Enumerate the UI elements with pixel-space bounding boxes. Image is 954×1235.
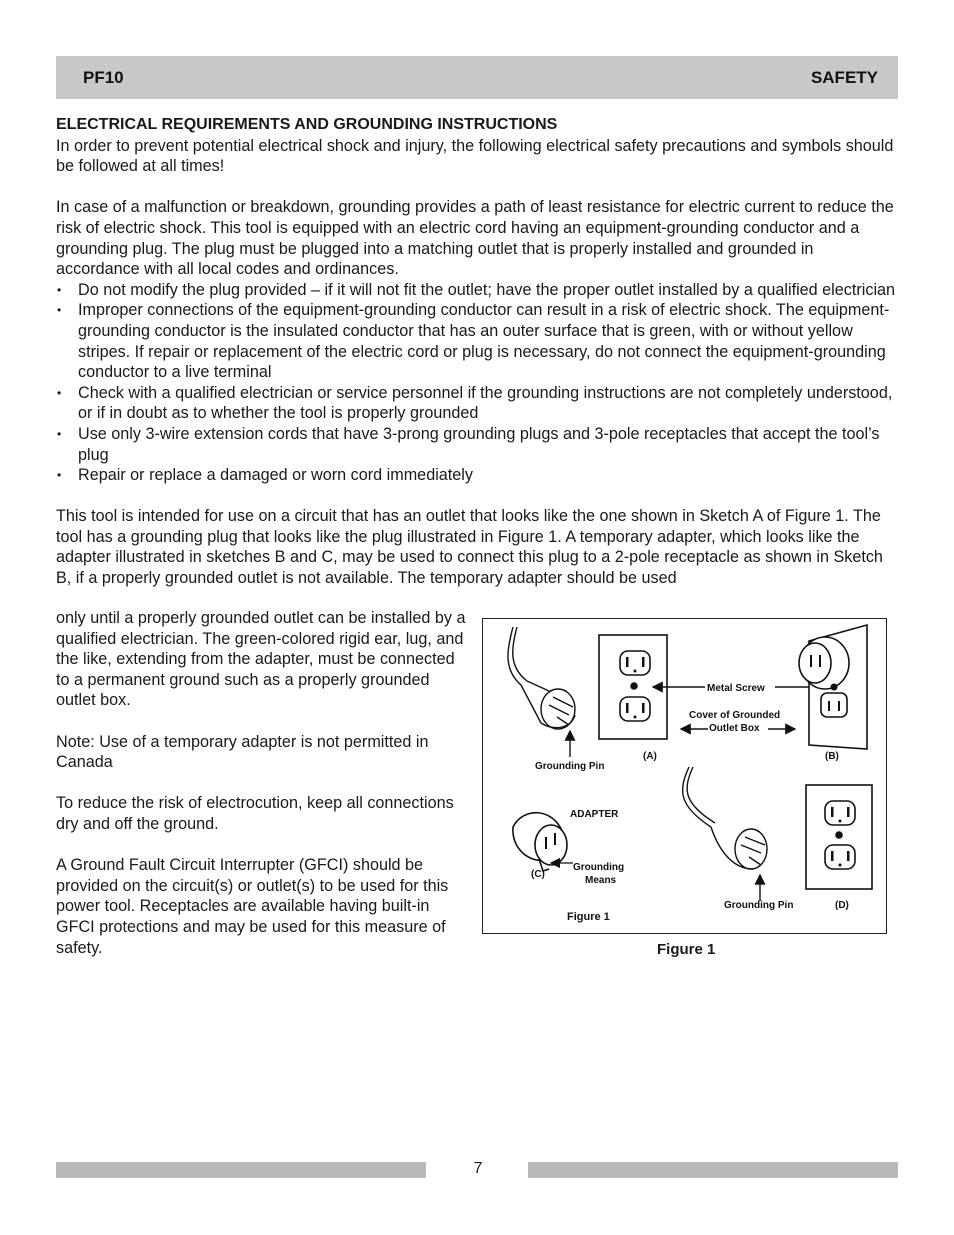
adapter-sketch-c xyxy=(513,813,567,871)
sketch-label-b: (B) xyxy=(825,751,839,762)
spacer xyxy=(56,486,898,507)
grounding-paragraph: In case of a malfunction or breakdown, grounding provides a path of least resistance for electric current to reduce the risk of electric shock. This tool is equipped with an electric cord having an equipment-grounding conductor and a grounding plug. The plug must be plugged into a matching outlet that is properly installed and grounded in accordance with all local codes and ordinances. xyxy=(56,198,894,279)
model-name: PF10 xyxy=(83,67,124,87)
lower-text-column xyxy=(56,608,470,958)
grounding-figure-illustration xyxy=(483,619,888,935)
safety-bullet-list xyxy=(56,280,898,486)
cover-label-line2: Outlet Box xyxy=(709,723,760,734)
cover-label-line1: Cover of Grounded xyxy=(689,710,781,721)
list-item: • Check with a qualified electrician or service personnel if the grounding instructions are not completely understood, or if in doubt as to whether the tool is properly grounded xyxy=(56,383,898,424)
intro-paragraph: In order to prevent potential electrical shock and injury, the following electrical safety precautions and symbols should be followed at all times! xyxy=(56,136,894,176)
list-item: • Use only 3-wire extension cords that have 3-prong grounding plugs and 3-pole receptacles that accept the tool’s plug xyxy=(56,424,898,465)
grounding-pin-label-a: Grounding Pin xyxy=(535,761,605,772)
adapter-label: ADAPTER xyxy=(570,809,619,820)
grounded-outlet-sketch-d xyxy=(806,785,872,889)
grounding-plug-sketch-d xyxy=(683,767,767,869)
figure-caption: Figure 1 xyxy=(657,941,716,958)
list-item: • Improper connections of the equipment-grounding conductor can result in a risk of electric shock. The equipment-grounding conductor is the insulated conductor that has an outer surface that is green, with or without yellow stripes. If repair or replacement of the electric cord or plug is necessary, do not connect the equipment-grounding conductor to a live terminal xyxy=(56,300,898,382)
page-header xyxy=(56,56,898,99)
section-name: SAFETY xyxy=(810,67,878,87)
sketch-label-a: (A) xyxy=(643,751,657,762)
circuit-paragraph-continued: only until a properly grounded outlet can be installed by a qualified electrician. The green-colored rigid ear, lug, and the like, extending from the adapter, must be connected to a permanent ground such as a properly grounded outlet box. xyxy=(56,609,466,710)
grounding-means-label-2: Means xyxy=(585,875,617,886)
grounding-plug-sketch-a xyxy=(508,627,575,729)
spacer xyxy=(56,835,470,856)
spacer xyxy=(56,773,470,794)
spacer xyxy=(56,177,898,198)
grounding-means-label-1: Grounding xyxy=(573,862,625,873)
page-number: 7 xyxy=(473,1160,483,1177)
list-item: • Repair or replace a damaged or worn cord immediately xyxy=(56,465,898,486)
electrocution-warning: To reduce the risk of electrocution, keep all connections dry and off the ground. xyxy=(56,794,454,833)
spacer xyxy=(56,711,470,732)
circuit-paragraph: This tool is intended for use on a circuit that has an outlet that looks like the one shown in Sketch A of Figure 1. The tool has a grounding plug that looks like the plug illustrated in Figure 1. A temporary adapter, which looks like the adapter illustrated in sketches B and C, may be used to connect this plug to a 2-pole receptacle as shown in Sketch B, if a properly grounded outlet is not available. The temporary adapter should be used xyxy=(56,507,883,588)
canada-note: Note: Use of a temporary adapter is not permitted in Canada xyxy=(56,732,429,772)
main-content xyxy=(56,115,898,589)
sketch-label-d: (D) xyxy=(835,900,849,911)
metal-screw-label: Metal Screw xyxy=(707,683,765,694)
grounding-pin-label-d: Grounding Pin xyxy=(724,900,794,911)
footer-bar-left xyxy=(56,1162,426,1178)
list-item: • Do not modify the plug provided – if it will not fit the outlet; have the proper outlet installed by a qualified electrician xyxy=(56,280,898,301)
gfci-paragraph: A Ground Fault Circuit Interrupter (GFCI) should be provided on the circuit(s) or outlet(s) to be used for this power tool. Receptacles are available having built-in GFCI protections and may be used for this measure of safety. xyxy=(56,856,449,957)
footer-bar-right xyxy=(528,1162,898,1178)
sketch-label-c: (C) xyxy=(531,869,545,880)
section-title: ELECTRICAL REQUIREMENTS AND GROUNDING INSTRUCTIONS xyxy=(56,116,558,133)
grounding-figure xyxy=(482,618,887,934)
inner-figure-caption: Figure 1 xyxy=(567,911,610,923)
